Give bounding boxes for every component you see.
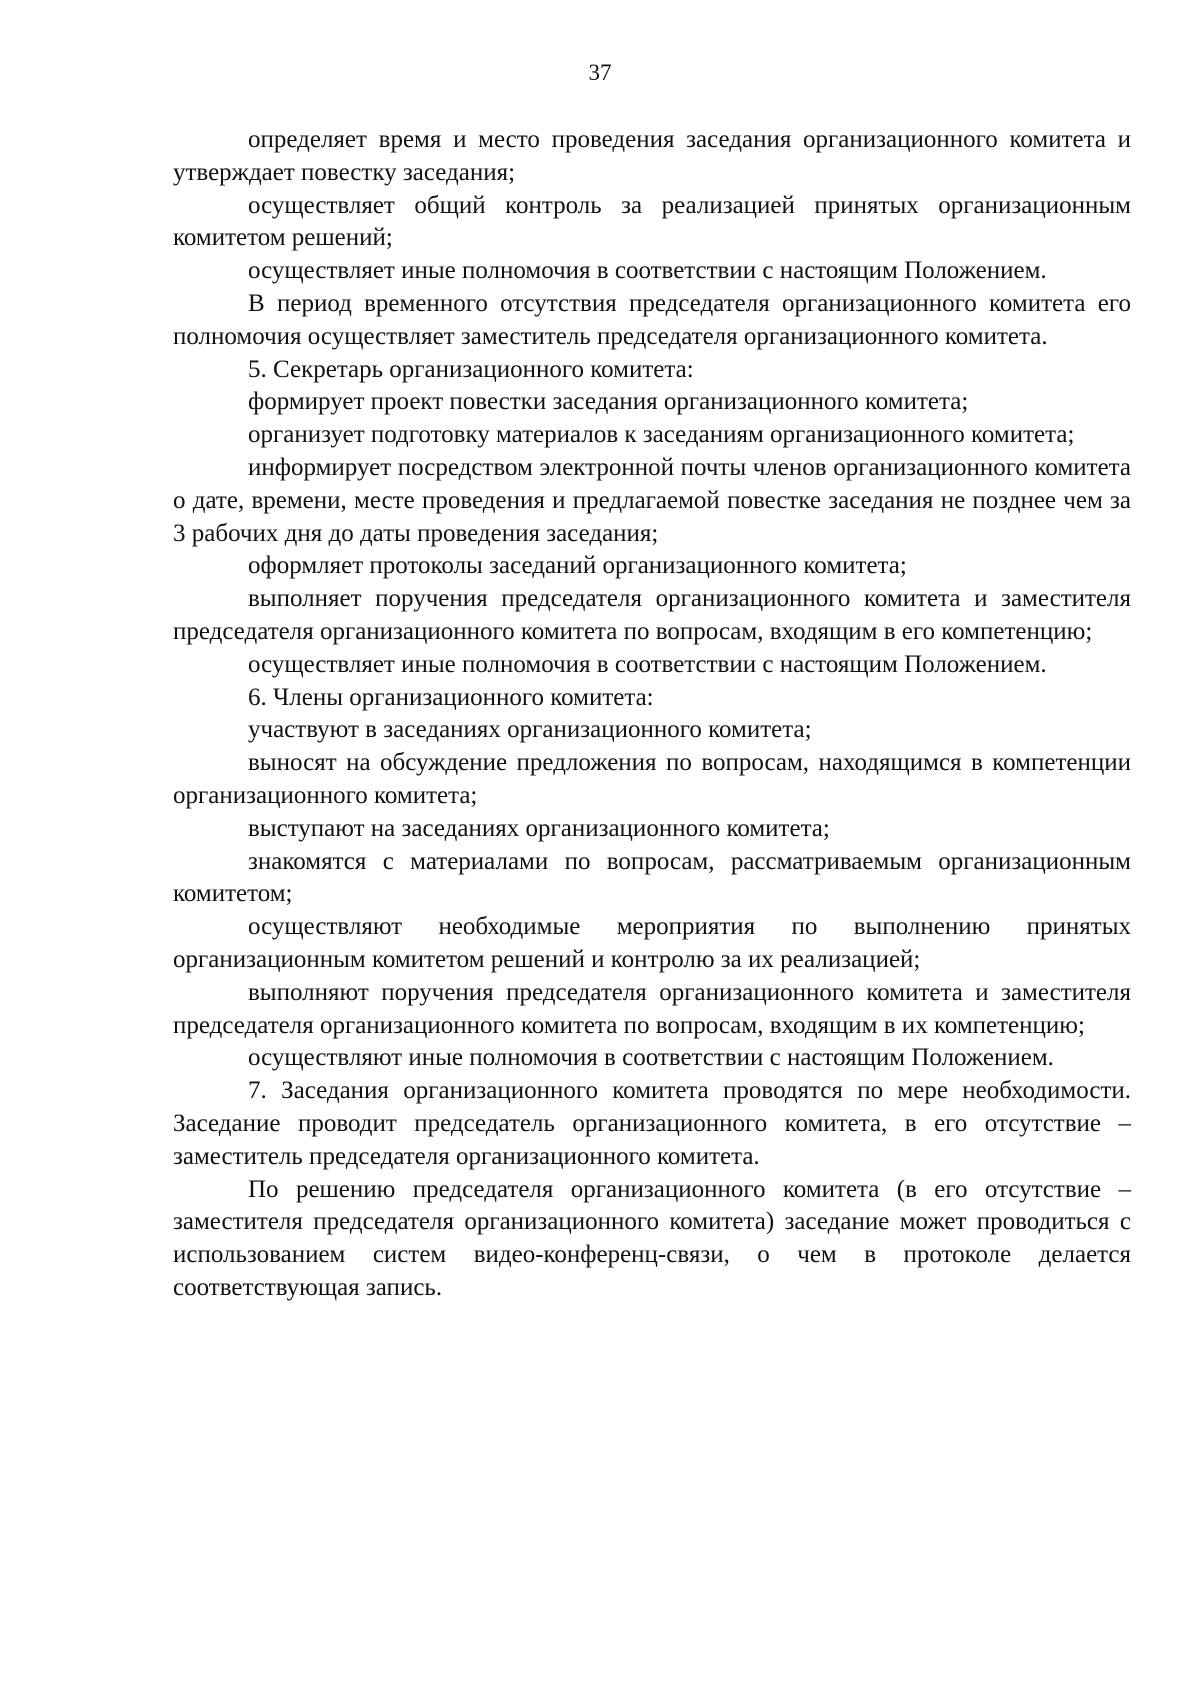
paragraph-secretary-instructions: выполняет поручения председателя организационного комитета и заместителя председателя организационного комитета по вопросам, входящим в его компетенцию; (173, 585, 1131, 645)
section-heading-members: 6. Члены организационного комитета: (248, 683, 654, 711)
paragraph-chair-other-powers: осуществляет иные полномочия в соответствии с настоящим Положением. (248, 257, 1047, 285)
paragraph-secretary-agenda: формирует проект повестки заседания организационного комитета; (248, 388, 969, 416)
paragraph-secretary-materials: организует подготовку материалов к заседаниям организационного комитета; (248, 421, 1075, 449)
paragraph-members-participate: участвуют в заседаниях организационного комитета; (248, 716, 812, 744)
paragraph-members-measures: осуществляют необходимые мероприятия по выполнению принятых организационным комитетом решений и контролю за их реализацией; (173, 913, 1131, 973)
paragraph-secretary-other-powers: осуществляет иные полномочия в соответствии с настоящим Положением. (248, 650, 1047, 678)
section-heading-secretary: 5. Секретарь организационного комитета: (248, 355, 694, 383)
paragraph-members-instructions: выполняют поручения председателя организационного комитета и заместителя председателя организационного комитета по вопросам, входящим в их компетенцию; (173, 978, 1131, 1039)
paragraph-secretary-informs: информирует посредством электронной почты членов организационного комитета о дате, времени, месте проведения и предлагаемой повестке заседания не позднее чем за 3 рабочих дня до даты проведения заседания; (173, 453, 1131, 547)
paragraph-secretary-protocols: оформляет протоколы заседаний организационного комитета; (248, 552, 907, 580)
paragraph-members-materials: знакомятся с материалами по вопросам, рассматриваемым организационным комитетом; (173, 847, 1131, 908)
paragraph-chair-control: осуществляет общий контроль за реализацией принятых организационным комитетом решений; (173, 191, 1131, 252)
paragraph-chair-sets-meeting: определяет время и место проведения заседания организационного комитета и утверждает повестку заседания; (173, 126, 1131, 186)
document-body (173, 124, 1131, 1305)
section-meetings: 7. Заседания организационного комитета проводятся по мере необходимости. Заседание проводит председатель организационного комитета, в его отсутствие – заместитель председателя организационного комитета. (173, 1077, 1131, 1170)
paragraph-members-other-powers: осуществляют иные полномочия в соответствии с настоящим Положением. (248, 1044, 1054, 1072)
page-number: 37 (588, 60, 612, 85)
paragraph-members-proposals: выносят на обсуждение предложения по вопросам, находящимся в компетенции организационного комитета; (173, 749, 1131, 809)
paragraph-chair-absence: В период временного отсутствия председателя организационного комитета его полномочия осуществляет заместитель председателя организационного комитета. (173, 289, 1131, 350)
paragraph-members-speak: выступают на заседаниях организационного комитета; (248, 814, 830, 842)
paragraph-video-conference: По решению председателя организационного комитета (в его отсутствие – заместителя председателя организационного комитета) заседание может проводиться с использованием систем видео-конференц-связи, о чем в протоколе делается соответствующая запись. (173, 1175, 1131, 1301)
